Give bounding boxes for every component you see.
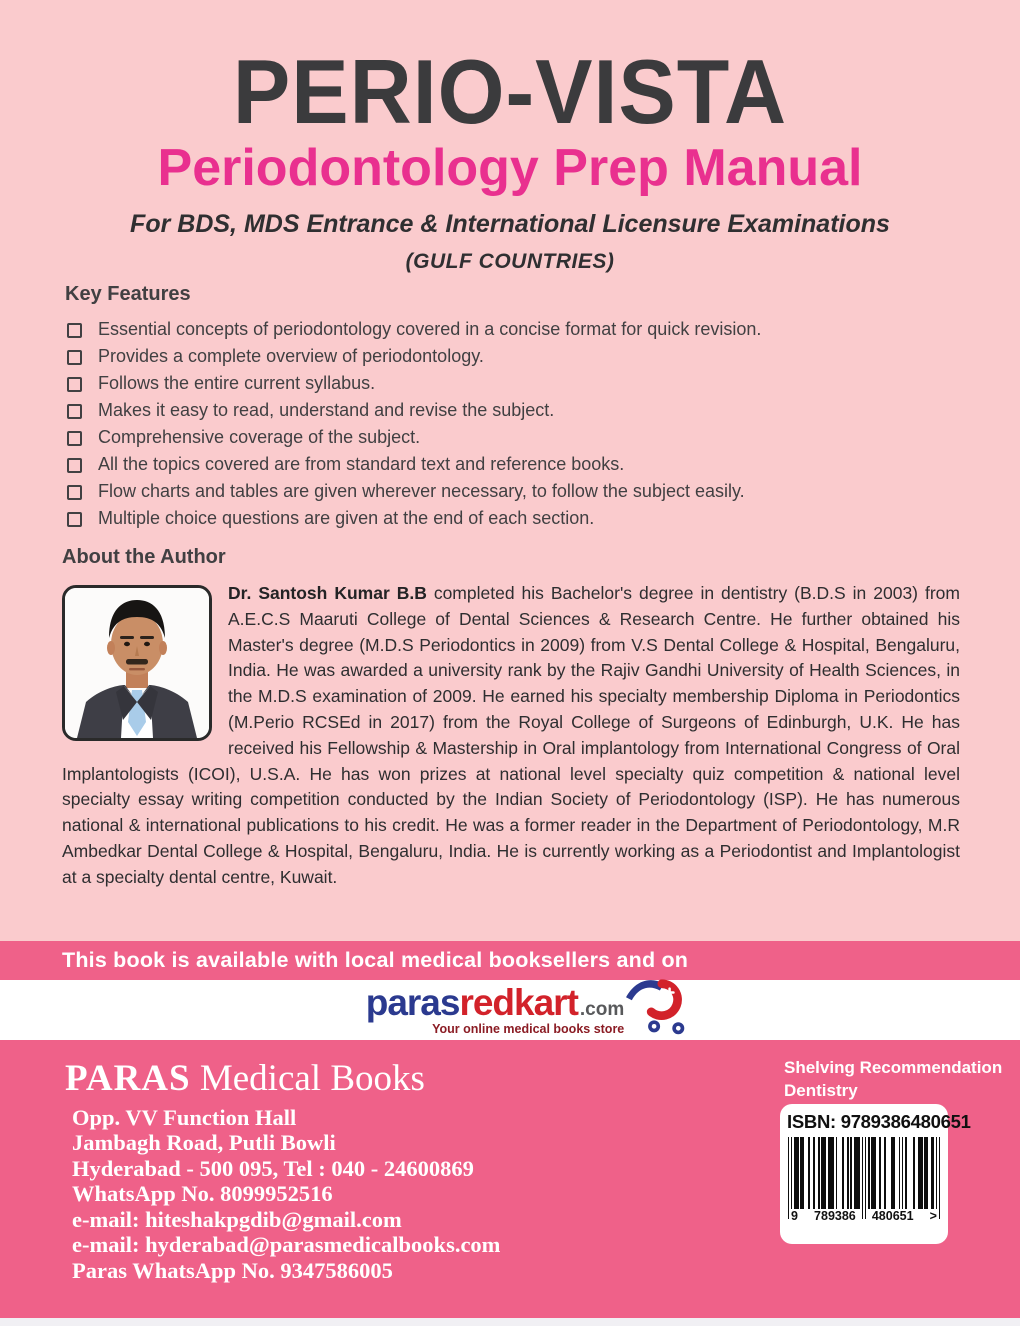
key-features-section	[65, 283, 972, 532]
author-portrait-illustration	[65, 588, 209, 738]
feature-text: Makes it easy to read, understand and revise the subject.	[98, 400, 555, 420]
about-author-heading: About the Author	[62, 546, 226, 568]
barcode-digit-group: >	[929, 1209, 937, 1223]
key-features-heading: Key Features	[65, 283, 191, 305]
feature-item	[65, 343, 972, 370]
publisher-name-primary: PARAS	[65, 1058, 191, 1099]
exam-tagline: For BDS, MDS Entrance & International Licensure Examinations	[130, 209, 890, 238]
shelving-line2: Dentistry	[784, 1081, 858, 1100]
key-features-list	[65, 316, 972, 532]
bullet-square-icon	[67, 458, 82, 473]
feature-item	[65, 316, 972, 343]
feature-item	[65, 397, 972, 424]
publisher-address-line: Hyderabad - 500 095, Tel : 040 - 24600869	[72, 1155, 474, 1181]
barcode-digits	[787, 1209, 941, 1223]
logo-redkart-text: redkart	[459, 982, 578, 1023]
publisher-name-secondary: Medical Books	[190, 1058, 425, 1099]
logo-paras-text: paras	[365, 982, 460, 1023]
isbn-label: ISBN: 9789386480651	[787, 1111, 971, 1132]
bullet-square-icon	[67, 431, 82, 446]
store-wordmark	[366, 984, 625, 1021]
feature-text: Flow charts and tables are given wherever necessary, to follow the subject easily.	[98, 481, 745, 501]
bottom-edge-strip	[0, 1318, 1020, 1326]
publisher-address-line: e-mail: hyderabad@parasmedicalbooks.com	[72, 1232, 501, 1258]
feature-text: All the topics covered are from standard text and reference books.	[98, 454, 625, 474]
bullet-square-icon	[67, 323, 82, 338]
barcode-card	[780, 1104, 971, 1244]
feature-text: Multiple choice questions are given at the end of each section.	[98, 508, 595, 528]
barcode-digit-group: 789386	[814, 1209, 856, 1223]
barcode-digit-group: 9	[791, 1209, 798, 1223]
subtitle: Periodontology Prep Manual	[157, 138, 863, 197]
logo-dotcom-text: .com	[579, 999, 625, 1020]
shelving-line1: Shelving Recommendation	[784, 1058, 1003, 1077]
bullet-square-icon	[67, 404, 82, 419]
feature-text: Comprehensive coverage of the subject.	[98, 427, 421, 447]
author-photo	[62, 585, 212, 741]
feature-item	[65, 424, 972, 451]
feature-text: Essential concepts of periodontology covered in a concise format for quick revision.	[98, 319, 762, 339]
publisher-address	[72, 1105, 500, 1284]
publisher-address-line: Paras WhatsApp No. 9347586005	[72, 1257, 393, 1283]
feature-item	[65, 505, 972, 532]
feature-item	[65, 370, 972, 397]
author-name: Dr. Santosh Kumar B.B	[228, 583, 427, 603]
title-block	[0, 41, 1020, 274]
about-author-section	[62, 546, 960, 891]
publisher-block	[65, 1060, 500, 1283]
store-logo	[366, 984, 625, 1036]
publisher-name	[65, 1060, 500, 1099]
publisher-address-line: WhatsApp No. 8099952516	[72, 1181, 333, 1207]
page-title: PERIO-VISTA	[232, 41, 788, 144]
store-tagline: Your online medical books store	[432, 1022, 625, 1036]
bullet-square-icon	[67, 485, 82, 500]
publisher-section	[0, 1040, 1020, 1318]
availability-text: This book is available with local medical booksellers and on	[62, 948, 689, 972]
barcode-digit-group: 480651	[871, 1209, 914, 1223]
shopping-cart-icon	[622, 976, 692, 1036]
logo-strip	[0, 980, 1020, 1040]
feature-item	[65, 478, 972, 505]
bullet-square-icon	[67, 350, 82, 365]
author-bio-text: completed his Bachelor's degree in dentistry (B.D.S in 2003) from A.E.C.S Maaruti College of Dental Sciences & Research Centre. He further obtained his Master's degree (M.D.S Periodontics in 2009) from V.S Dental College & Hospital, Bengaluru, India. He was awarded a university rank by the Rajiv Gandhi University of Health Sciences, in the M.D.S examination of 2009. He earned his specialty membership Diploma in Periodontics (M.Perio RCSEd in 2017) from the Royal College of Surgeons of Edinburgh, U.K. He has received his Fellowship & Mastership in Oral implantology from International Congress of Oral Implantologists (ICOI), U.S.A. He has won prizes at national level specialty quiz competition & national level specialty essay writing competition conducted by the Indian Society of Periodontology (ISP). He has numerous national & international publications to his credit. He was a former reader in the Department of Periodontology, M.R Ambedkar Dental College & Hospital, Bengaluru, India. He is currently working as a Periodontist and Implantologist at a specialty dental centre, Kuwait.	[62, 583, 960, 887]
publisher-address-line: e-mail: hiteshakpgdib@gmail.com	[72, 1206, 402, 1232]
feature-text: Follows the entire current syllabus.	[98, 373, 376, 393]
feature-text: Provides a complete overview of periodontology.	[98, 346, 484, 366]
region-note: (GULF COUNTRIES)	[405, 249, 615, 273]
bullet-square-icon	[67, 377, 82, 392]
bullet-square-icon	[67, 512, 82, 527]
feature-item	[65, 451, 972, 478]
publisher-address-line: Jambagh Road, Putli Bowli	[72, 1130, 336, 1156]
shelving-recommendation	[784, 1056, 1002, 1102]
availability-banner	[0, 941, 1020, 980]
publisher-address-line: Opp. VV Function Hall	[72, 1104, 297, 1130]
